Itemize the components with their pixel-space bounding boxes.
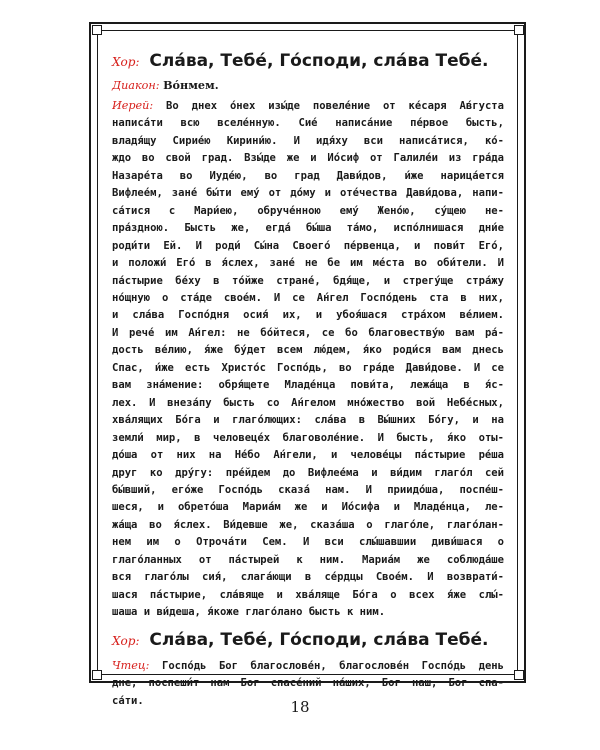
gospel-line: вся глаго́лы сия́, слага́ющи в се́рдцы Свое́м. И возврати́-: [112, 571, 504, 584]
reader-line-text: Госпо́дь Бог благослове́н, благослове́н Госпо́дь день: [161, 659, 504, 672]
choir-heading-2: [112, 627, 504, 654]
gospel-line: роди́ти Ей. И роди́ Сы́на Своего́ пе́рвенца, и пови́т Его́,: [112, 239, 504, 252]
gospel-line: Назаре́та во Иуде́ю, во град Дави́дов, и́же нарица́ется: [112, 169, 504, 182]
corner-ornament-bottom-right: [514, 670, 524, 680]
page-number: 18: [290, 698, 310, 716]
page-content: [112, 42, 504, 710]
gospel-reading: [112, 97, 504, 622]
gospel-line: пра́здною. Бысть же, егда́ бы́ша та́мо, испо́лнишася дни́е: [112, 222, 504, 235]
gospel-line: до́ша от них на Не́бо А́нгели, и челове́цы па́стырие ре́ша: [112, 449, 504, 462]
choir-heading-1: [112, 48, 504, 75]
gospel-line: лех. И внеза́пу бысть со А́нгелом мно́жество вой Небе́сных,: [112, 396, 504, 409]
gospel-line: Спас, и́же есть Христо́с Госпо́дь, во гра́де Дави́дове. И се: [112, 361, 504, 374]
choir-text-1: Сла́ва, Тебе́, Го́споди, сла́ва Тебе́.: [149, 51, 489, 71]
choir-text-2: Сла́ва, Тебе́, Го́споди, сла́ва Тебе́.: [149, 629, 489, 650]
gospel-line: [112, 97, 504, 115]
corner-ornament-top-right: [514, 25, 524, 35]
choir-rubric-1: Хор:: [112, 55, 140, 69]
gospel-line: дость ве́лию, я́же бу́дет всем лю́дем, я́ко роди́ся вам днесь: [112, 344, 504, 357]
deacon-rubric: Диакон:: [112, 79, 160, 92]
gospel-line: но́щную о ста́де свое́м. И се А́нгел Госпо́день ста в них,: [112, 291, 504, 304]
deacon-line: [112, 77, 504, 94]
reader-line: дне, поспеши́т нам Бог спасе́ний на́ших, Бог наш, Бог спа-: [112, 677, 504, 690]
gospel-line: са́тися с Мари́ею, обруче́нною ему́ Жено́ю, су́щею не-: [112, 204, 504, 217]
gospel-line: написа́ти всю вселе́нную. Сие́ написа́ние пе́рвое бысть,: [112, 117, 504, 130]
reader-rubric: Чтец:: [112, 658, 150, 672]
reader-line: [112, 657, 504, 675]
gospel-line: па́стырие бе́ху в то́йже стране́, бдя́ще, и стрегу́ще стра́жу: [112, 274, 504, 287]
gospel-line: шаша и ви́деша, я́коже глаго́лано бысть к ним.: [112, 606, 386, 619]
gospel-line: вам зна́мение: обря́щете Младе́нца пови́та, лежа́ща в я́с-: [112, 379, 504, 392]
corner-ornament-bottom-left: [92, 670, 102, 680]
gospel-line: ждо во свой град. Взы́де же и Ио́сиф от Галиле́и из гра́да: [112, 152, 504, 165]
gospel-line: хва́лящих Бо́га и глаго́лющих: сла́ва в Вы́шних Бо́гу, и на: [112, 414, 504, 427]
gospel-line: бы́вший, его́же Госпо́дь сказа́ нам. И приидо́ша, поспе́ш-: [112, 483, 504, 496]
gospel-line: друг ко дру́гу: пре́йдем до Вифлее́ма и ви́дим глаго́л сей: [112, 466, 504, 479]
gospel-line: жа́ща во я́слех. Ви́девше же, сказа́ша о глаго́ле, глаго́лан-: [112, 518, 504, 531]
gospel-line: земли́ мир, в человеце́х благоволе́ние. И бысть, я́ко оты-: [112, 431, 504, 444]
corner-ornament-top-left: [92, 25, 102, 35]
gospel-line-text: Во днех о́нех изы́де повеле́ние от ке́саря А́вгуста: [166, 100, 504, 112]
gospel-line: шася па́стырие, сла́вяще и хва́ляще Бо́га о всех я́же слы́-: [112, 588, 504, 601]
gospel-line: Вифлее́м, зане́ бы́ти ему́ от до́му и оте́чества Дави́дова, напи-: [112, 187, 504, 200]
reader-line: са́ти.: [112, 694, 144, 707]
gospel-line: и сла́ва Госпо́дня осия́ их, и убоя́шася стра́хом ве́лием.: [112, 309, 504, 322]
deacon-text: Во́нмем.: [163, 78, 219, 92]
choir-rubric-2: Хор:: [112, 633, 140, 648]
gospel-line: и положи́ Его́ в я́слех, зане́ не бе им ме́ста во оби́тели. И: [112, 257, 504, 270]
gospel-line: глаго́ланных от па́стырей к ним. Мариа́м же соблюда́ше: [112, 553, 504, 566]
priest-rubric: Иерей:: [112, 99, 154, 112]
gospel-line: нем им о Отроча́ти Сем. И вси слы́шавшии диви́шася о: [112, 536, 504, 549]
gospel-line: шеся, и обрето́ша Мариа́м же и Ио́сифа и Младе́нца, ле-: [112, 501, 504, 514]
gospel-line: владя́щу Сирие́ю Кирини́ю. И идя́ху вси написа́тися, ко́-: [112, 134, 504, 147]
gospel-line: И рече́ им А́нгел: не бо́йтеся, се бо благовеству́ю вам ра́-: [112, 326, 504, 339]
